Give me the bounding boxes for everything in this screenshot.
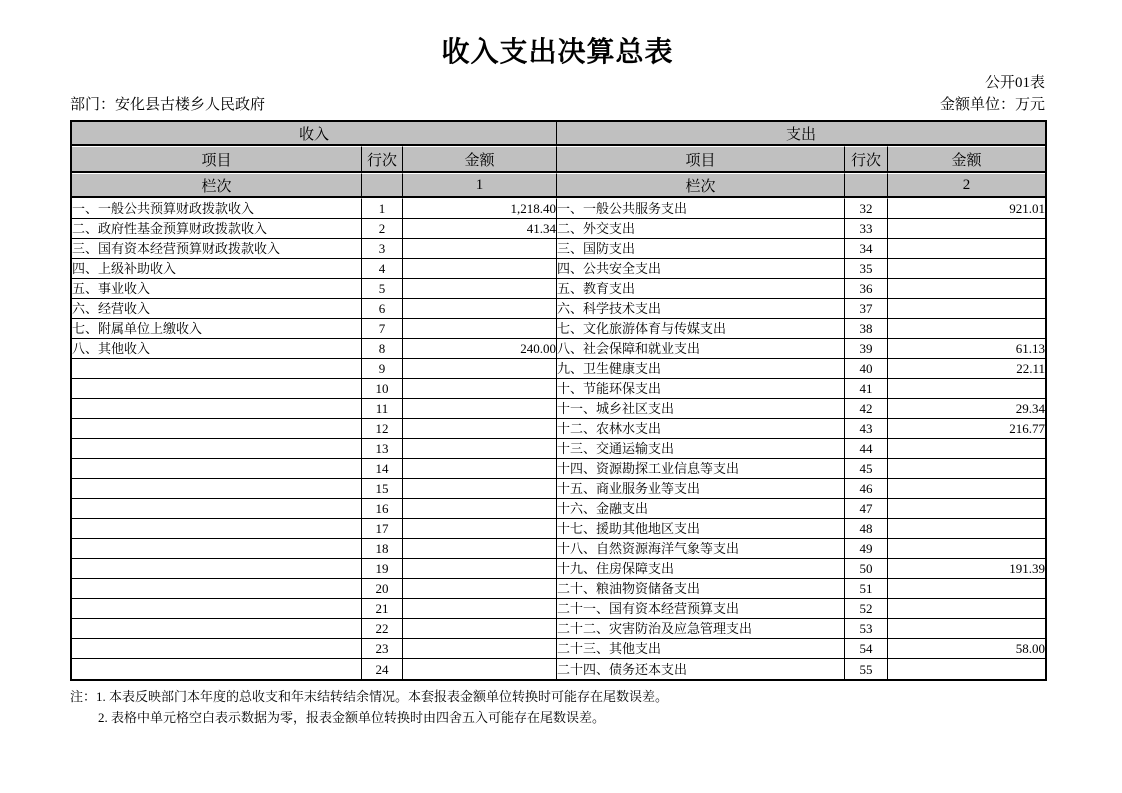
expense-amount-cell [888, 259, 1045, 279]
revenue-amount-cell [403, 359, 557, 379]
expense-amount-cell [888, 279, 1045, 299]
expense-rowno-cell: 40 [845, 359, 888, 379]
revenue-amount-column-header: 金额 [403, 146, 557, 173]
account-table [70, 120, 1047, 681]
table-code: 公开01表 [984, 75, 1045, 91]
revenue-rowno-cell: 23 [362, 639, 403, 659]
revenue-item-cell: 三、国有资本经营预算财政拨款收入 [72, 239, 362, 259]
expense-item-cell: 二十四、债务还本支出 [557, 659, 845, 679]
revenue-item-cell [72, 599, 362, 619]
revenue-amount-cell [403, 499, 557, 519]
note-line-1: 注：1. 本表反映部门本年度的总收支和年末结转结余情况。本套报表金额单位转换时可能存在尾数误差。 [70, 689, 669, 704]
expense-rowno-cell: 37 [845, 299, 888, 319]
revenue-amount-cell [403, 659, 557, 679]
expense-rowno-cell: 54 [845, 639, 888, 659]
revenue-amount-cell: 240.00 [403, 339, 557, 359]
meta-line [70, 95, 1045, 115]
table-row [72, 219, 1045, 239]
revenue-amount-cell [403, 319, 557, 339]
revenue-amount-cell [403, 639, 557, 659]
expense-rowno-cell: 35 [845, 259, 888, 279]
table-row [72, 639, 1045, 659]
revenue-rowno-cell: 7 [362, 319, 403, 339]
expense-item-cell: 十五、商业服务业等支出 [557, 479, 845, 499]
table-row [72, 419, 1045, 439]
revenue-rowno-index-cell [362, 173, 403, 198]
revenue-amount-cell [403, 399, 557, 419]
revenue-item-cell [72, 359, 362, 379]
expense-item-cell: 六、科学技术支出 [557, 299, 845, 319]
table-row [72, 599, 1045, 619]
expense-column-index: 2 [888, 173, 1045, 198]
expense-rowno-cell: 46 [845, 479, 888, 499]
revenue-item-cell [72, 639, 362, 659]
expense-amount-cell [888, 479, 1045, 499]
revenue-amount-cell [403, 599, 557, 619]
revenue-item-cell [72, 619, 362, 639]
expense-item-cell: 九、卫生健康支出 [557, 359, 845, 379]
expense-item-cell: 二十二、灾害防治及应急管理支出 [557, 619, 845, 639]
expense-amount-cell [888, 519, 1045, 539]
expense-item-cell: 十九、住房保障支出 [557, 559, 845, 579]
expense-rowno-cell: 51 [845, 579, 888, 599]
expense-amount-cell [888, 579, 1045, 599]
revenue-amount-cell [403, 519, 557, 539]
expense-rowno-cell: 42 [845, 399, 888, 419]
revenue-rowno-cell: 1 [362, 198, 403, 219]
expense-rowno-cell: 38 [845, 319, 888, 339]
table-row [72, 198, 1045, 219]
expense-rowno-cell: 32 [845, 198, 888, 219]
expense-section-header: 支出 [557, 122, 1045, 146]
expense-rowno-cell: 53 [845, 619, 888, 639]
table-row [72, 339, 1045, 359]
unit-label: 金额单位：万元 [939, 97, 1045, 113]
column-header-row [72, 146, 1045, 173]
expense-amount-cell: 29.34 [888, 399, 1045, 419]
revenue-rowno-cell: 21 [362, 599, 403, 619]
revenue-amount-cell [403, 379, 557, 399]
expense-item-cell: 五、教育支出 [557, 279, 845, 299]
revenue-amount-cell: 41.34 [403, 219, 557, 239]
revenue-amount-cell [403, 419, 557, 439]
revenue-amount-cell [403, 299, 557, 319]
expense-amount-cell [888, 299, 1045, 319]
revenue-rowno-cell: 3 [362, 239, 403, 259]
expense-amount-cell [888, 619, 1045, 639]
expense-rowno-cell: 47 [845, 499, 888, 519]
revenue-rowno-cell: 15 [362, 479, 403, 499]
expense-rowno-cell: 33 [845, 219, 888, 239]
table-row [72, 619, 1045, 639]
table-row [72, 559, 1045, 579]
table-row [72, 239, 1045, 259]
page-title: 收入支出决算总表 [441, 37, 674, 68]
revenue-item-cell: 二、政府性基金预算财政拨款收入 [72, 219, 362, 239]
expense-amount-cell [888, 599, 1045, 619]
revenue-rowno-cell: 13 [362, 439, 403, 459]
notes [70, 686, 1045, 728]
revenue-rowno-cell: 6 [362, 299, 403, 319]
revenue-rowno-cell: 20 [362, 579, 403, 599]
note-line-2: 2. 表格中单元格空白表示数据为零，报表金额单位转换时由四舍五入可能存在尾数误差。 [98, 710, 606, 725]
section-header-row [72, 122, 1045, 146]
table-row [72, 459, 1045, 479]
department-line [70, 95, 265, 115]
column-index-row [72, 173, 1045, 198]
revenue-rowno-cell: 10 [362, 379, 403, 399]
expense-amount-column-header: 金额 [888, 146, 1045, 173]
revenue-rowno-cell: 22 [362, 619, 403, 639]
expense-rowno-cell: 36 [845, 279, 888, 299]
revenue-item-cell [72, 659, 362, 679]
expense-rowno-cell: 48 [845, 519, 888, 539]
revenue-rowno-cell: 14 [362, 459, 403, 479]
expense-item-column-header: 项目 [557, 146, 845, 173]
expense-amount-cell: 191.39 [888, 559, 1045, 579]
table-header [72, 122, 1045, 198]
expense-amount-cell [888, 439, 1045, 459]
table-row [72, 519, 1045, 539]
revenue-amount-cell: 1,218.40 [403, 198, 557, 219]
revenue-rowno-cell: 8 [362, 339, 403, 359]
expense-item-cell: 二、外交支出 [557, 219, 845, 239]
expense-amount-cell: 22.11 [888, 359, 1045, 379]
revenue-rowno-cell: 12 [362, 419, 403, 439]
revenue-rowno-cell: 24 [362, 659, 403, 679]
table-row [72, 399, 1045, 419]
expense-column-index-label: 栏次 [557, 173, 845, 198]
revenue-item-cell: 四、上级补助收入 [72, 259, 362, 279]
expense-rowno-cell: 50 [845, 559, 888, 579]
table-row [72, 439, 1045, 459]
expense-amount-cell: 58.00 [888, 639, 1045, 659]
table-body [72, 198, 1045, 679]
expense-rowno-cell: 41 [845, 379, 888, 399]
expense-item-cell: 十八、自然资源海洋气象等支出 [557, 539, 845, 559]
revenue-rowno-column-header: 行次 [362, 146, 403, 173]
department-name: 安化县古楼乡人民政府 [115, 97, 266, 113]
table-row [72, 499, 1045, 519]
expense-rowno-cell: 34 [845, 239, 888, 259]
expense-rowno-cell: 49 [845, 539, 888, 559]
expense-rowno-index-cell [845, 173, 888, 198]
revenue-item-column-header: 项目 [72, 146, 362, 173]
expense-amount-cell [888, 319, 1045, 339]
revenue-item-cell [72, 559, 362, 579]
revenue-rowno-cell: 9 [362, 359, 403, 379]
revenue-rowno-cell: 16 [362, 499, 403, 519]
revenue-item-cell [72, 579, 362, 599]
expense-amount-cell: 61.13 [888, 339, 1045, 359]
revenue-rowno-cell: 17 [362, 519, 403, 539]
table-row [72, 279, 1045, 299]
table-row [72, 299, 1045, 319]
revenue-amount-cell [403, 459, 557, 479]
revenue-amount-cell [403, 539, 557, 559]
expense-amount-cell [888, 499, 1045, 519]
table-row [72, 539, 1045, 559]
revenue-rowno-cell: 19 [362, 559, 403, 579]
revenue-item-cell [72, 519, 362, 539]
revenue-amount-cell [403, 259, 557, 279]
table-row [72, 379, 1045, 399]
revenue-item-cell [72, 419, 362, 439]
revenue-item-cell: 八、其他收入 [72, 339, 362, 359]
expense-item-cell: 四、公共安全支出 [557, 259, 845, 279]
table-row [72, 479, 1045, 499]
revenue-amount-cell [403, 239, 557, 259]
expense-amount-cell [888, 219, 1045, 239]
expense-rowno-cell: 45 [845, 459, 888, 479]
revenue-amount-cell [403, 279, 557, 299]
revenue-amount-cell [403, 479, 557, 499]
expense-amount-cell [888, 459, 1045, 479]
revenue-item-cell [72, 399, 362, 419]
expense-item-cell: 八、社会保障和就业支出 [557, 339, 845, 359]
expense-item-cell: 十三、交通运输支出 [557, 439, 845, 459]
revenue-section-header: 收入 [72, 122, 557, 146]
expense-rowno-cell: 43 [845, 419, 888, 439]
revenue-rowno-cell: 5 [362, 279, 403, 299]
expense-rowno-cell: 44 [845, 439, 888, 459]
expense-rowno-cell: 55 [845, 659, 888, 679]
revenue-amount-cell [403, 559, 557, 579]
revenue-column-index-label: 栏次 [72, 173, 362, 198]
expense-item-cell: 二十、粮油物资储备支出 [557, 579, 845, 599]
table-row [72, 579, 1045, 599]
revenue-item-cell: 六、经营收入 [72, 299, 362, 319]
revenue-item-cell [72, 479, 362, 499]
table-row [72, 359, 1045, 379]
expense-item-cell: 十六、金融支出 [557, 499, 845, 519]
revenue-item-cell [72, 379, 362, 399]
revenue-amount-cell [403, 579, 557, 599]
expense-item-cell: 二十一、国有资本经营预算支出 [557, 599, 845, 619]
revenue-item-cell [72, 439, 362, 459]
revenue-item-cell: 五、事业收入 [72, 279, 362, 299]
revenue-column-index: 1 [403, 173, 557, 198]
expense-item-cell: 二十三、其他支出 [557, 639, 845, 659]
revenue-amount-cell [403, 619, 557, 639]
table-row [72, 319, 1045, 339]
expense-item-cell: 三、国防支出 [557, 239, 845, 259]
revenue-amount-cell [403, 439, 557, 459]
revenue-item-cell: 七、附属单位上缴收入 [72, 319, 362, 339]
revenue-rowno-cell: 11 [362, 399, 403, 419]
expense-amount-cell [888, 379, 1045, 399]
revenue-item-cell [72, 499, 362, 519]
expense-rowno-column-header: 行次 [845, 146, 888, 173]
expense-amount-cell [888, 239, 1045, 259]
revenue-item-cell [72, 539, 362, 559]
expense-item-cell: 十二、农林水支出 [557, 419, 845, 439]
report-sheet [70, 0, 1045, 728]
expense-item-cell: 十四、资源勘探工业信息等支出 [557, 459, 845, 479]
revenue-rowno-cell: 18 [362, 539, 403, 559]
expense-amount-cell [888, 539, 1045, 559]
expense-item-cell: 十、节能环保支出 [557, 379, 845, 399]
expense-amount-cell: 921.01 [888, 198, 1045, 219]
expense-item-cell: 七、文化旅游体育与传媒支出 [557, 319, 845, 339]
revenue-rowno-cell: 2 [362, 219, 403, 239]
revenue-rowno-cell: 4 [362, 259, 403, 279]
expense-amount-cell [888, 659, 1045, 679]
department-label: 部门： [70, 97, 116, 113]
table-row [72, 259, 1045, 279]
expense-item-cell: 十七、援助其他地区支出 [557, 519, 845, 539]
revenue-item-cell: 一、一般公共预算财政拨款收入 [72, 198, 362, 219]
expense-rowno-cell: 39 [845, 339, 888, 359]
expense-item-cell: 十一、城乡社区支出 [557, 399, 845, 419]
expense-rowno-cell: 52 [845, 599, 888, 619]
revenue-item-cell [72, 459, 362, 479]
expense-amount-cell: 216.77 [888, 419, 1045, 439]
table-row [72, 659, 1045, 679]
expense-item-cell: 一、一般公共服务支出 [557, 198, 845, 219]
